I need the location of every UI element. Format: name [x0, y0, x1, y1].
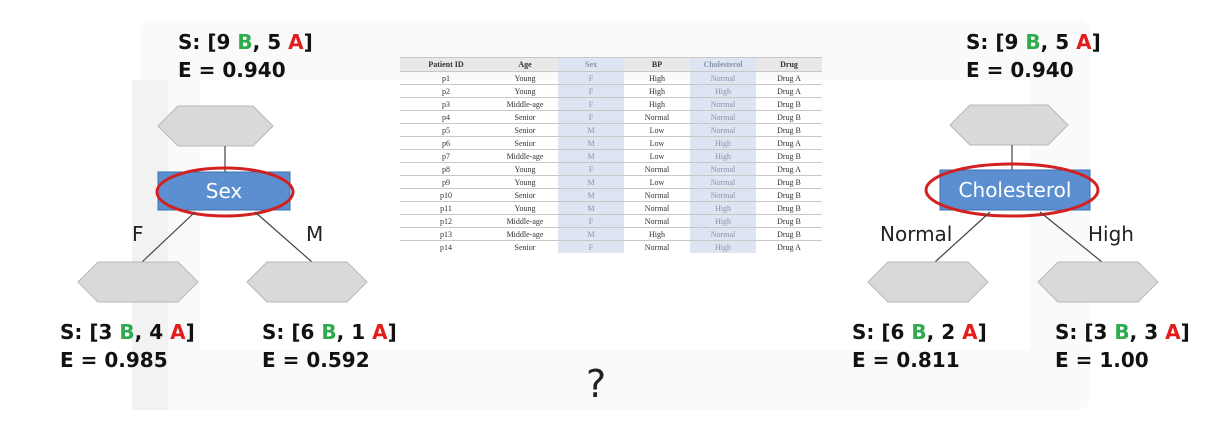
cell-drug: Drug B	[756, 176, 822, 189]
cell-cholesterol: Normal	[690, 228, 756, 241]
cell-cholesterol: High	[690, 202, 756, 215]
cell-cholesterol: Normal	[690, 163, 756, 176]
table-row	[400, 111, 822, 124]
cell-patient-id: p10	[400, 189, 492, 202]
cell-age: Middle-age	[492, 215, 558, 228]
cell-patient-id: p2	[400, 85, 492, 98]
patient-data-table	[400, 57, 822, 253]
cell-age: Young	[492, 176, 558, 189]
cell-patient-id: p14	[400, 241, 492, 254]
cell-bp: Low	[624, 150, 690, 163]
cell-patient-id: p7	[400, 150, 492, 163]
cell-patient-id: p8	[400, 163, 492, 176]
left-branch-line-right	[255, 212, 312, 262]
cell-drug: Drug B	[756, 202, 822, 215]
header-bp: BP	[624, 58, 690, 72]
cell-age: Senior	[492, 124, 558, 137]
left-leaf-right-stats: S: [6 B, 1 A] E = 0.592	[262, 320, 397, 372]
cell-drug: Drug A	[756, 163, 822, 176]
left-split-label: Sex	[205, 179, 243, 203]
right-leaf-right-stats: S: [3 B, 3 A] E = 1.00	[1055, 320, 1190, 372]
table-row	[400, 85, 822, 98]
right-leaf-left-entropy: E = 0.811	[852, 348, 960, 372]
cell-bp: High	[624, 85, 690, 98]
cell-bp: High	[624, 72, 690, 85]
cell-patient-id: p9	[400, 176, 492, 189]
cell-bp: Normal	[624, 215, 690, 228]
cell-drug: Drug B	[756, 124, 822, 137]
cell-drug: Drug B	[756, 215, 822, 228]
header-sex: Sex	[558, 58, 624, 72]
cell-cholesterol: Normal	[690, 176, 756, 189]
cell-patient-id: p4	[400, 111, 492, 124]
cell-drug: Drug B	[756, 228, 822, 241]
cell-patient-id: p11	[400, 202, 492, 215]
cell-drug: Drug B	[756, 189, 822, 202]
cell-sex: M	[558, 137, 624, 150]
table-body	[400, 72, 822, 254]
left-branch-line-left	[142, 212, 195, 262]
cell-age: Middle-age	[492, 228, 558, 241]
cell-sex: F	[558, 72, 624, 85]
cell-age: Senior	[492, 241, 558, 254]
table-row	[400, 215, 822, 228]
right-branch-label-high: High	[1088, 222, 1134, 246]
left-leaf-left-entropy: E = 0.985	[60, 348, 168, 372]
right-leaf-hexagon-left	[868, 262, 988, 302]
left-branch-label-m: M	[306, 222, 324, 246]
right-root-stats: S: [9 B, 5 A] E = 0.940	[966, 30, 1101, 82]
table-row	[400, 202, 822, 215]
left-leaf-left-stats: S: [3 B, 4 A] E = 0.985	[60, 320, 195, 372]
cell-bp: Normal	[624, 163, 690, 176]
left-root-stats: S: [9 B, 5 A] E = 0.940	[178, 30, 313, 82]
cell-sex: M	[558, 124, 624, 137]
cell-sex: M	[558, 176, 624, 189]
table-header-row	[400, 58, 822, 72]
cell-drug: Drug B	[756, 98, 822, 111]
right-root-entropy: E = 0.940	[966, 58, 1074, 82]
left-leaf-right-entropy: E = 0.592	[262, 348, 370, 372]
cell-sex: F	[558, 85, 624, 98]
cell-patient-id: p6	[400, 137, 492, 150]
cell-age: Young	[492, 202, 558, 215]
cell-cholesterol: Normal	[690, 189, 756, 202]
cell-age: Senior	[492, 137, 558, 150]
cell-drug: Drug A	[756, 241, 822, 254]
table-row	[400, 241, 822, 254]
cell-bp: High	[624, 98, 690, 111]
cell-age: Middle-age	[492, 98, 558, 111]
table-row	[400, 150, 822, 163]
cell-age: Young	[492, 85, 558, 98]
cell-patient-id: p1	[400, 72, 492, 85]
table-row	[400, 137, 822, 150]
cell-age: Senior	[492, 111, 558, 124]
left-root-entropy: E = 0.940	[178, 58, 286, 82]
cell-cholesterol: High	[690, 85, 756, 98]
cell-drug: Drug A	[756, 72, 822, 85]
cell-bp: Normal	[624, 111, 690, 124]
table-row	[400, 163, 822, 176]
cell-cholesterol: High	[690, 215, 756, 228]
cell-sex: F	[558, 163, 624, 176]
cell-sex: M	[558, 228, 624, 241]
cell-bp: Normal	[624, 241, 690, 254]
left-leaf-hexagon-right	[247, 262, 367, 302]
table-row	[400, 98, 822, 111]
cell-drug: Drug A	[756, 137, 822, 150]
header-cholesterol: Cholesterol	[690, 58, 756, 72]
cell-age: Middle-age	[492, 150, 558, 163]
cell-cholesterol: Normal	[690, 98, 756, 111]
question-mark: ?	[586, 362, 607, 406]
cell-cholesterol: High	[690, 241, 756, 254]
cell-sex: M	[558, 189, 624, 202]
cell-cholesterol: Normal	[690, 124, 756, 137]
table-row	[400, 176, 822, 189]
cell-cholesterol: Normal	[690, 111, 756, 124]
cell-age: Young	[492, 72, 558, 85]
cell-sex: M	[558, 150, 624, 163]
left-root-hexagon	[158, 106, 273, 146]
cell-bp: Normal	[624, 189, 690, 202]
right-leaf-hexagon-right	[1038, 262, 1158, 302]
cell-patient-id: p3	[400, 98, 492, 111]
cell-patient-id: p13	[400, 228, 492, 241]
cell-age: Senior	[492, 189, 558, 202]
cell-sex: F	[558, 241, 624, 254]
cell-sex: F	[558, 215, 624, 228]
right-branch-label-normal: Normal	[880, 222, 953, 246]
cell-sex: M	[558, 202, 624, 215]
right-leaf-left-stats: S: [6 B, 2 A] E = 0.811	[852, 320, 987, 372]
cell-cholesterol: High	[690, 137, 756, 150]
header-drug: Drug	[756, 58, 822, 72]
right-split-label: Cholesterol	[958, 178, 1072, 202]
cell-bp: Low	[624, 137, 690, 150]
table-row	[400, 189, 822, 202]
header-age: Age	[492, 58, 558, 72]
cell-cholesterol: High	[690, 150, 756, 163]
cell-bp: High	[624, 228, 690, 241]
left-leaf-hexagon-left	[78, 262, 198, 302]
cell-sex: F	[558, 98, 624, 111]
table-row	[400, 228, 822, 241]
cell-drug: Drug A	[756, 85, 822, 98]
cell-patient-id: p5	[400, 124, 492, 137]
header-patient-id: Patient ID	[400, 58, 492, 72]
cell-age: Young	[492, 163, 558, 176]
table-row	[400, 124, 822, 137]
table-row	[400, 72, 822, 85]
cell-patient-id: p12	[400, 215, 492, 228]
cell-drug: Drug B	[756, 111, 822, 124]
right-leaf-right-entropy: E = 1.00	[1055, 348, 1149, 372]
cell-bp: Low	[624, 176, 690, 189]
cell-drug: Drug B	[756, 150, 822, 163]
left-branch-label-f: F	[132, 222, 144, 246]
right-root-hexagon	[950, 105, 1068, 145]
cell-bp: Low	[624, 124, 690, 137]
cell-cholesterol: Normal	[690, 72, 756, 85]
cell-sex: F	[558, 111, 624, 124]
cell-bp: Normal	[624, 202, 690, 215]
